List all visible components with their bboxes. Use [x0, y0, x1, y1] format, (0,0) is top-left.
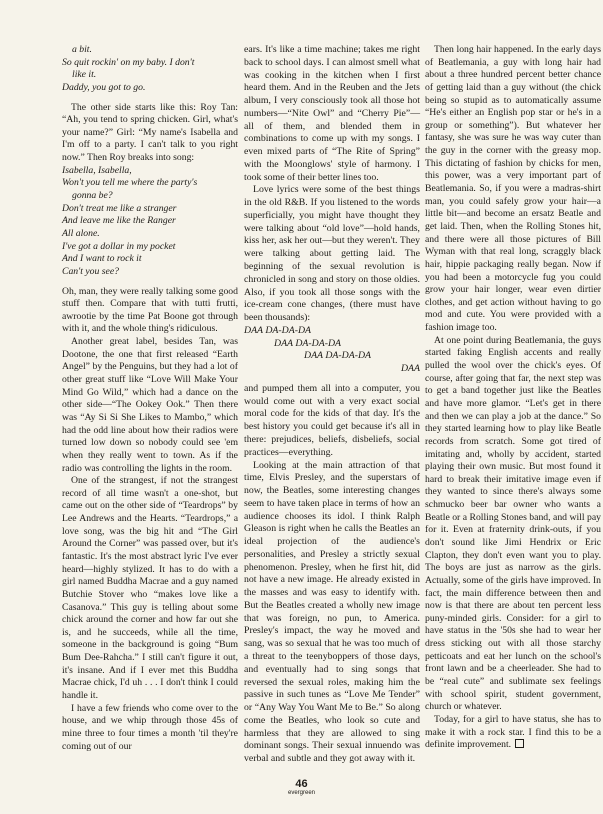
verse-line: Isabella, Isabella, [62, 164, 132, 176]
page-number: 46 [295, 778, 308, 790]
paragraph: I have a few friends who come over to the house, and we whip through those 45s of mine three to four times a month 'til they're coming out of our [62, 702, 238, 752]
verse-line: Daddy, you got to go. [62, 81, 146, 93]
paragraph: One of the strangest, if not the strangest record of all time wasn't a one-shot, but came out on the other side of “Teardrops” by Lee Andrews and the Hearts. “Teardrops,” a love song, was the big hit and “The Girl Around the Corner” was passed over, but it's fantastic. It's the most abstract lyric I've ever heard—highly stylized. It has to do with a girl named Buddha Macrae and a guy named Butchie Stover who “makes love like a Casanova.” This guy is telling about some chick around the corner and how far out she is, and he succeeds, while all the time, someone in the background is going “Bum Bum Dee-Rahcha.” I still can't figure it out, it's insane. And if I ever met this Buddha Macrae chick, I'd uh . . . I don't think I could handle it. [62, 475, 238, 702]
daa-line: DAA DA-DA-DA [274, 337, 342, 349]
verse-line: gonna be? [72, 190, 113, 202]
daa-line: DAA [400, 363, 420, 375]
paragraph: Looking at the main attraction of that time, Elvis Presley, and the superstars of now, the Beatles, some interesting changes seem to have taken place in terms of how an audience chooses its idol. I think Ralph Gleason is right when he calls the Beatles an ideal projection of the audience's personalities, and Presley a strictly sexual phenomenon. Presley, when he first hit, did not have a new image. He already existed in the masses and was easy to identify with. But the Beatles created a wholly new image that was foreign, no pun, to America. Presley's impact, the way he moved and sang, was so sexual that he was too much of a threat to the teenyboppers of those days, and eventually had to sing songs that reversed the sexual roles, making him the passive in such tunes as “Love Me Tender” or “Any Way You Want Me to Be.” So along come the Beatles, who look so cute and harmless that they are allowed to sing dominant songs. Their sexual innuendo was verbal and subtle and they got away with it. [244, 459, 420, 765]
column-2 [244, 44, 420, 766]
verse-line: Don't treat me like a stranger [62, 202, 177, 214]
paragraph: At one point during Beatlemania, the guys started faking English accents and really pulled the wool over the chick's eyes. Of course, after going that far, the next step was to get a band together just like the Beatles and have more glamor. “Let's get in there and then we can play a job at the dance.” So they started learning how to play like Beatle records from scratch. Some got tired of imitating and, wholly by accident, started playing their own music. But most found it hard to break their imitative image even if they wanted to since there's always some schmucko beer bar owner who wants a Beatle or a Rolling Stones band, and will pay for it. Even at fraternity drink-outs, if you don't sound like Jimi Hendrix or Eric Clapton, they don't even want you to play. The boys are just as narrow as the girls. Actually, some of the girls have improved. In fact, the main difference between then and now is that there are about ten percent less puny-minded girls. Consider: for a girl to have status in the '50s she had to wear her dress sticking out with all those starchy petticoats and eat her lunch on the school's front lawn and be a cheerleader. She had to be “real cute” and sublimate sex feelings with school spirit, student government, church or whatever. [425, 334, 601, 713]
paragraph-final [425, 714, 601, 752]
verse-line: All alone. [62, 227, 100, 239]
end-mark-icon [515, 739, 524, 748]
verse-line: I've got a dollar in my pocket [62, 240, 176, 252]
page-footer [0, 778, 603, 797]
verse-quit-rockin [62, 44, 238, 95]
daa-line: DAA DA-DA-DA [304, 350, 372, 362]
daa-lyric [244, 325, 420, 376]
verse-line: Can't you see? [62, 265, 119, 277]
verse-line: like it. [72, 69, 97, 81]
verse-line: a bit. [72, 44, 92, 55]
paragraph: and pumped them all into a computer, you would come out with a very exact social moral code for the kids of that day. It's the best history you could get because it's all in there: prejudices, beliefs, disbeliefs, social practices—everything. [244, 382, 420, 458]
paragraph: Love lyrics were some of the best things in the old R&B. If you listened to the words superficially, you might have thought they were talking about “old love”—hold hands, kiss her, ask her out—but they weren't. They were talking about getting laid. The beginning of the sexual revolution is chronicled in song and story on those oldies. Also, if you took all those songs with the ice-cream cone changes, (there must have been thousands): [244, 184, 420, 324]
verse-line: Won't you tell me where the party's [62, 177, 198, 189]
verse-line: And I want to rock it [62, 253, 142, 265]
verse-line: And leave me like the Ranger [62, 215, 176, 227]
column-3 [425, 44, 601, 752]
column-1 [62, 44, 238, 753]
verse-isabella [62, 165, 238, 279]
daa-line: DAA DA-DA-DA [244, 324, 312, 336]
publication-name: evergreen [287, 790, 316, 796]
paragraph: The other side starts like this: Roy Tan: “Ah, you tend to spring chicken. Girl, what's your name?” Girl: “My name's Isabella and I'm off to a party. I can't talk to you right now.” Then Roy breaks into song: [62, 101, 238, 164]
paragraph: Oh, man, they were really talking some good stuff then. Compare that with tutti frutti, awrootie by the time Pat Boone got through with it, and the whole thing's ridiculous. [62, 285, 238, 335]
paragraph: Then long hair happened. In the early days of Beatlemania, a guy with long hair had about a three hundred percent better chance of getting laid than a guy without (the chick being so stupid as to automatically assume “He's either an English pop star or he's in a group or something”). But whatever her fantasy, she was sure he was way cuter than the guy in the corner with the greasy mop. This dictating of fashion by chicks for men, this power, was a very important part of Beatlemania. So, if you were a madras-shirt man, you could safely grow your hair—a little bit—and become an ersatz Beatle and get laid. Then, when the Rolling Stones hit, and there were all those pictures of Bill Wyman with that real long, scraggly black hair, hippie packaging really began. Now if you had been a motorcycle fug you could grow your hair longer, wear even dirtier clothes, and get action without having to go mod and cute. You were provided with a fashion image too. [425, 44, 601, 334]
verse-line: So quit rockin' on my baby. I don't [62, 56, 195, 68]
paragraph-text: Today, for a girl to have status, she has to make it with a rock star. I find this to be a definite improvement. [425, 713, 601, 751]
paragraph: ears. It's like a time machine; takes me right back to school days. I can almost smell what was cooking in the kitchen when I first heard them. And in the Reuben and the Jets album, I very consciously took all those hot numbers—“Nite Owl” and “Cherry Pie”—all of them, and blended them in combinations to come up with my songs. I even mixed parts of “The Rite of Spring” with the Moonglows' style of harmony. I took some of their better lines too. [244, 44, 420, 183]
paragraph: Another great label, besides Tan, was Dootone, the one that first released “Earth Angel” by the Penguins, but they had a lot of other great stuff like “Love Will Make Your Mind Go Wild,” which had a dance on the other side—“The Ookey Ook.” Then there was “Ay Si Si She Likes to Mambo,” which had the odd line about how their radios were turned low down so nobody could see 'em when they really went to town. As if the radio was controlling the lights in the room. [62, 336, 238, 474]
